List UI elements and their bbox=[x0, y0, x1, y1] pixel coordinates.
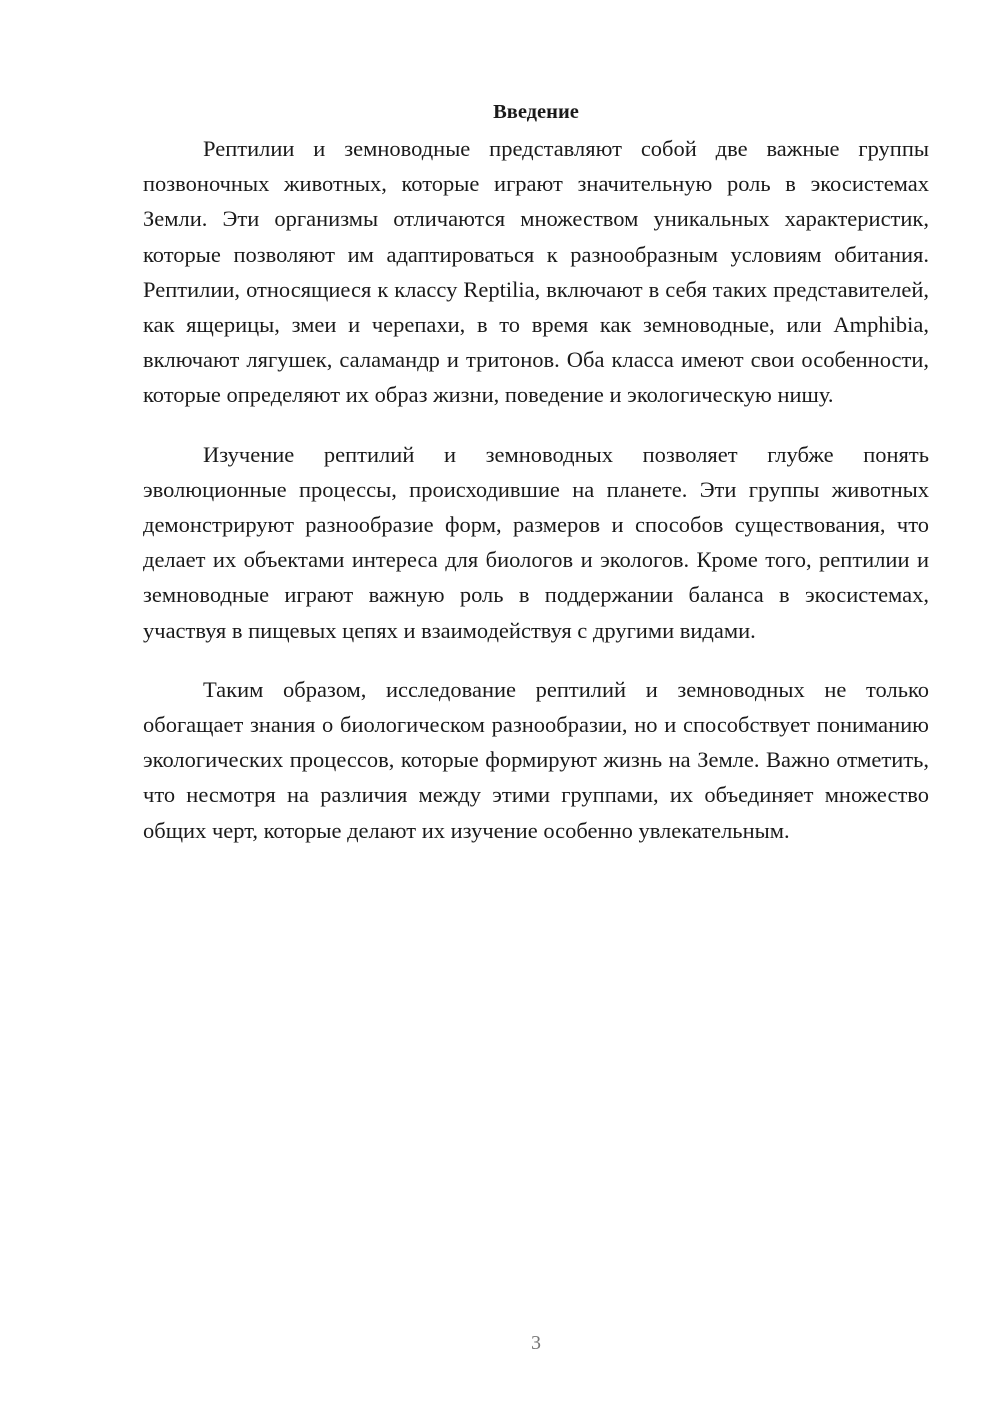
page-number: 3 bbox=[531, 1332, 541, 1354]
paragraph-intro: Рептилии и земноводные представляют собой две важные группы позвоночных животных, которые играют значительную роль в экосистемах Земли. Эти организмы отличаются множеством уникальных характеристик, которые позволяют им адаптироваться к разнообразным условиям обитания. Рептилии, относящиеся к классу Reptilia, включают в себя таких представителей, как ящерицы, змеи и черепахи, в то время как земноводные, или Amphibia, включают лягушек, саламандр и тритонов. Оба класса имеют свои особенности, которые определяют их образ жизни, поведение и экологическую нишу. bbox=[143, 136, 929, 408]
paragraph-conclusion: Таким образом, исследование рептилий и земноводных не только обогащает знания о биологическом разнообразии, но и способствует пониманию экологических процессов, которые формируют жизнь на Земле. Важно отметить, что несмотря на различия между этими группами, их объединяет множество общих черт, которые делают их изучение особенно увлекательным. bbox=[143, 676, 929, 843]
paragraph-evolution: Изучение рептилий и земноводных позволяет глубже понять эволюционные процессы, происходившие на планете. Эти группы животных демонстрируют разнообразие форм, размеров и способов существования, что делает их объектами интереса для биологов и экологов. Кроме того, рептилии и земноводные играют важную роль в поддержании баланса в экосистемах, участвуя в пищевых цепях и взаимодействуя с другими видами. bbox=[143, 441, 929, 643]
section-title: Введение bbox=[493, 101, 579, 123]
page-content bbox=[143, 96, 929, 872]
